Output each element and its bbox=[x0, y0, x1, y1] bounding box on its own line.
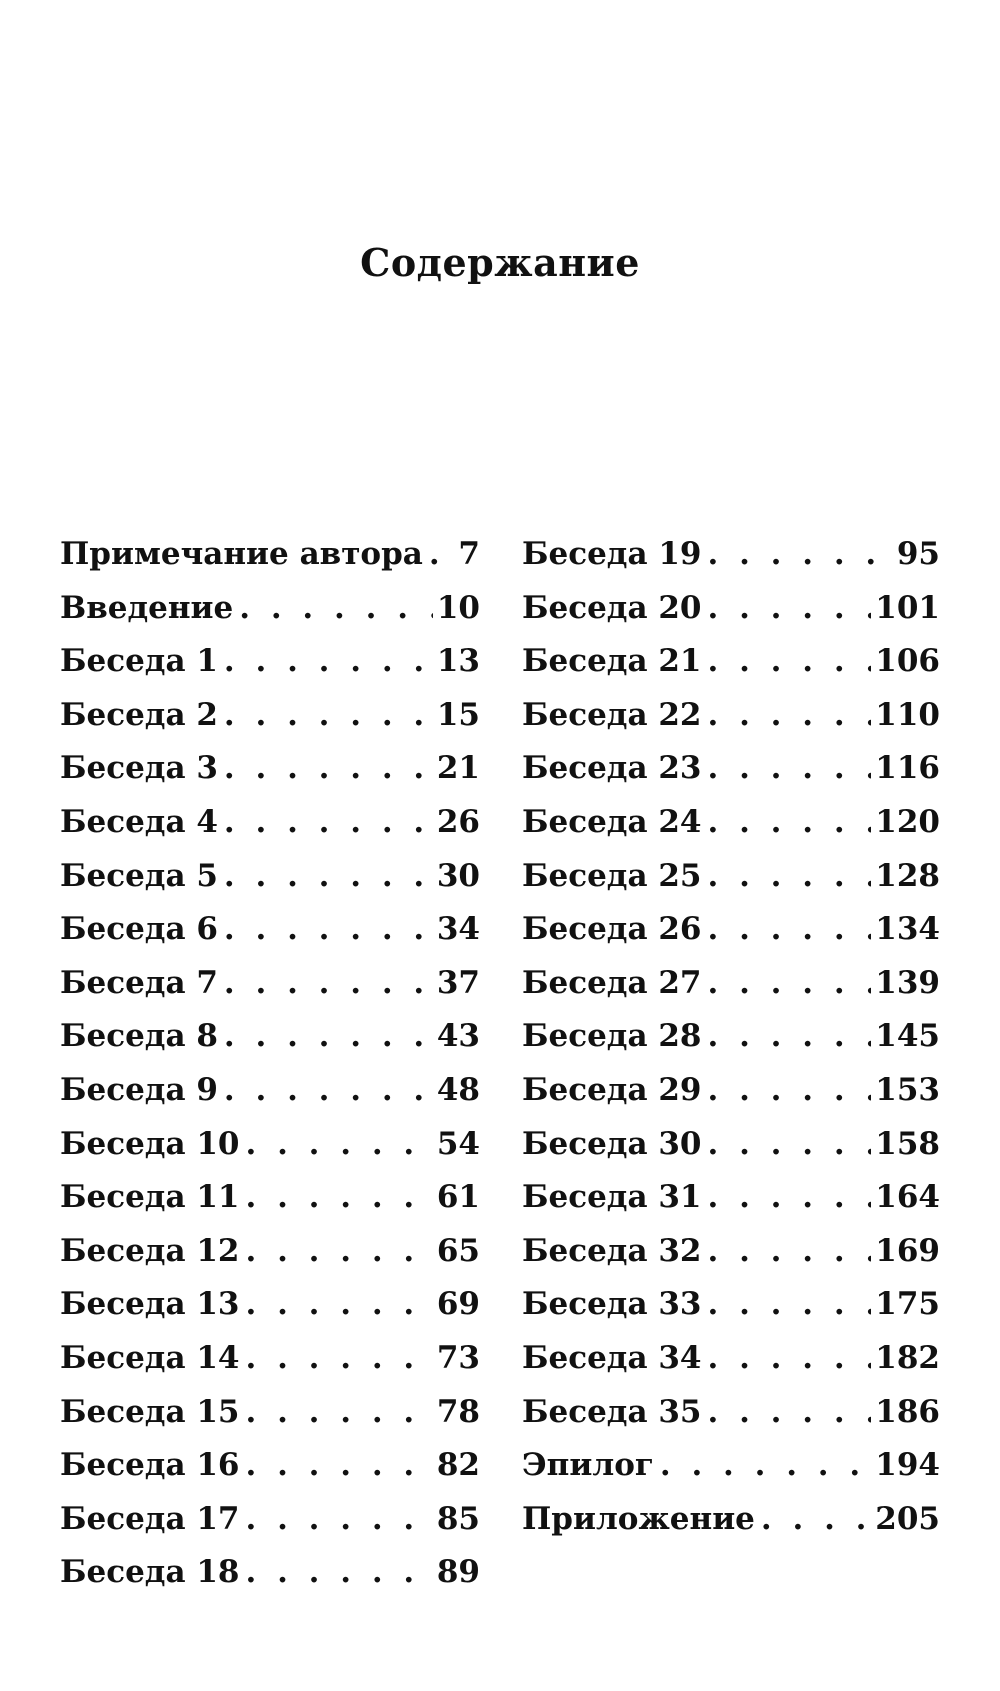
toc-dot-leader bbox=[224, 858, 433, 894]
toc-entry bbox=[522, 1233, 940, 1287]
toc-entry-title: Беседа 33 bbox=[522, 1286, 702, 1323]
toc-entry-page-number: 43 bbox=[436, 1018, 480, 1055]
toc-entry-title: Беседа 3 bbox=[60, 750, 218, 787]
toc-entry bbox=[522, 965, 940, 1019]
toc-entry bbox=[522, 1286, 940, 1340]
toc-entry bbox=[60, 1179, 480, 1233]
toc-dot-leader bbox=[708, 1072, 872, 1108]
toc-dot-leader bbox=[224, 804, 433, 840]
toc-entry-page-number: 21 bbox=[436, 750, 480, 787]
toc-entry-title: Беседа 24 bbox=[522, 803, 702, 840]
toc-column-left bbox=[60, 536, 480, 1608]
toc-entry-page-number: 164 bbox=[875, 1179, 940, 1216]
toc-entry-page-number: 69 bbox=[436, 1286, 480, 1323]
toc-dot-leader bbox=[246, 1126, 433, 1162]
toc-dot-leader bbox=[660, 1447, 871, 1483]
toc-entry-page-number: 110 bbox=[875, 696, 940, 733]
toc-dot-leader bbox=[246, 1394, 433, 1430]
toc-dot-leader bbox=[246, 1340, 433, 1376]
toc-entry-page-number: 61 bbox=[436, 1179, 480, 1216]
toc-entry bbox=[522, 1018, 940, 1072]
toc-dot-leader bbox=[708, 643, 872, 679]
toc-entry-title: Беседа 29 bbox=[522, 1071, 702, 1108]
toc-dot-leader bbox=[224, 643, 433, 679]
toc-entry bbox=[60, 643, 480, 697]
toc-entry-page-number: 175 bbox=[875, 1286, 940, 1323]
toc-entry-title: Беседа 17 bbox=[60, 1500, 240, 1537]
toc-dot-leader bbox=[708, 911, 872, 947]
toc-entry bbox=[522, 1447, 940, 1501]
toc-dot-leader bbox=[224, 1072, 433, 1108]
toc-entry bbox=[522, 1340, 940, 1394]
toc-dot-leader bbox=[708, 1340, 872, 1376]
toc-entry bbox=[60, 1072, 480, 1126]
toc-dot-leader bbox=[708, 697, 872, 733]
toc-entry-page-number: 158 bbox=[875, 1125, 940, 1162]
toc-entry-title: Беседа 27 bbox=[522, 964, 702, 1001]
toc-entry bbox=[522, 1126, 940, 1180]
toc-entry bbox=[522, 1394, 940, 1448]
toc-dot-leader bbox=[708, 536, 893, 572]
toc-entry-title: Беседа 7 bbox=[60, 964, 218, 1001]
toc-entry bbox=[522, 697, 940, 751]
toc-entry-title: Примечание автора bbox=[60, 536, 423, 572]
toc-entry-title: Беседа 16 bbox=[60, 1447, 240, 1484]
toc-dot-leader bbox=[246, 1233, 433, 1269]
toc-entry-page-number: 128 bbox=[875, 857, 940, 894]
toc-entry-title: Беседа 15 bbox=[60, 1393, 240, 1430]
toc-entry-page-number: 205 bbox=[875, 1500, 940, 1537]
toc-entry-page-number: 30 bbox=[436, 857, 480, 894]
toc-entry-page-number: 89 bbox=[436, 1554, 480, 1591]
page-title: Содержание bbox=[360, 240, 640, 285]
toc-entry bbox=[60, 1233, 480, 1287]
toc-dot-leader bbox=[246, 1501, 433, 1537]
toc-entry bbox=[60, 858, 480, 912]
toc-entry-page-number: 153 bbox=[875, 1071, 940, 1108]
toc-entry-title: Беседа 2 bbox=[60, 696, 218, 733]
toc-entry-page-number: 169 bbox=[875, 1232, 940, 1269]
toc-dot-leader bbox=[708, 858, 872, 894]
toc-entry-page-number: 13 bbox=[436, 643, 480, 680]
toc-entry bbox=[60, 1447, 480, 1501]
toc-entry-title: Беседа 30 bbox=[522, 1125, 702, 1162]
toc-entry-page-number: 78 bbox=[436, 1393, 480, 1430]
toc-dot-leader bbox=[708, 965, 872, 1001]
toc-entry-title: Беседа 22 bbox=[522, 696, 702, 733]
toc-entry bbox=[60, 1340, 480, 1394]
toc-entry-page-number: 34 bbox=[436, 911, 480, 948]
toc-entry-page-number: 26 bbox=[436, 803, 480, 840]
toc-entry bbox=[60, 1286, 480, 1340]
toc-dot-leader bbox=[246, 1286, 433, 1322]
toc-dot-leader bbox=[224, 1018, 433, 1054]
toc-entry bbox=[522, 1501, 940, 1555]
toc-entry-title: Беседа 4 bbox=[60, 803, 218, 840]
toc-entry-title: Беседа 28 bbox=[522, 1018, 702, 1055]
toc-entry-title: Беседа 34 bbox=[522, 1339, 702, 1376]
toc-entry-page-number: 65 bbox=[436, 1232, 480, 1269]
toc-entry bbox=[522, 1179, 940, 1233]
toc-entry-title: Беседа 5 bbox=[60, 857, 218, 894]
toc-entry bbox=[60, 965, 480, 1019]
toc-dot-leader bbox=[708, 1286, 872, 1322]
toc-column-right bbox=[522, 536, 940, 1554]
toc-entry-page-number: 182 bbox=[875, 1339, 940, 1376]
toc-entry-title: Беседа 1 bbox=[60, 643, 218, 680]
toc-entry-title: Эпилог bbox=[522, 1447, 654, 1484]
toc-entry bbox=[522, 750, 940, 804]
toc-dot-leader bbox=[246, 1179, 433, 1215]
toc-entry-page-number: 116 bbox=[875, 750, 940, 787]
toc-dot-leader bbox=[708, 750, 872, 786]
toc-entry-page-number: 95 bbox=[896, 536, 940, 572]
toc-entry-title: Беседа 21 bbox=[522, 643, 702, 680]
toc-entry-title: Беседа 20 bbox=[522, 589, 702, 626]
toc-dot-leader bbox=[246, 1554, 433, 1590]
toc-entry-title: Приложение bbox=[522, 1500, 755, 1537]
toc-entry-page-number: 120 bbox=[875, 803, 940, 840]
toc-entry bbox=[60, 1501, 480, 1555]
toc-entry bbox=[522, 858, 940, 912]
toc-entry-title: Беседа 11 bbox=[60, 1179, 240, 1216]
toc-dot-leader bbox=[239, 590, 433, 626]
toc-dot-leader bbox=[708, 1394, 872, 1430]
toc-entry-page-number: 7 bbox=[458, 536, 480, 572]
toc-dot-leader bbox=[708, 1233, 872, 1269]
toc-entry-title: Беседа 13 bbox=[60, 1286, 240, 1323]
toc-entry bbox=[60, 1554, 480, 1608]
toc-dot-leader bbox=[429, 536, 455, 572]
toc-dot-leader bbox=[224, 750, 433, 786]
toc-entry-page-number: 145 bbox=[875, 1018, 940, 1055]
toc-entry-page-number: 54 bbox=[436, 1125, 480, 1162]
toc-entry-title: Беседа 9 bbox=[60, 1071, 218, 1108]
toc-entry-title: Беседа 35 bbox=[522, 1393, 702, 1430]
toc-entry-title: Беседа 12 bbox=[60, 1232, 240, 1269]
toc-entry bbox=[522, 536, 940, 590]
toc-entry bbox=[60, 1018, 480, 1072]
toc-entry bbox=[60, 1126, 480, 1180]
toc-entry bbox=[60, 590, 480, 644]
toc-entry-title: Беседа 31 bbox=[522, 1179, 702, 1216]
toc-entry bbox=[522, 1072, 940, 1126]
toc-entry-page-number: 82 bbox=[436, 1447, 480, 1484]
toc-entry bbox=[60, 804, 480, 858]
toc-dot-leader bbox=[708, 1126, 872, 1162]
toc-entry-page-number: 139 bbox=[875, 964, 940, 1001]
toc-entry-page-number: 186 bbox=[875, 1393, 940, 1430]
toc-dot-leader bbox=[224, 965, 433, 1001]
toc-entry-title: Беседа 23 bbox=[522, 750, 702, 787]
toc-dot-leader bbox=[224, 911, 433, 947]
toc-entry-title: Беседа 25 bbox=[522, 857, 702, 894]
toc-entry-page-number: 101 bbox=[875, 589, 940, 626]
toc-entry-page-number: 106 bbox=[875, 643, 940, 680]
toc-entry bbox=[522, 590, 940, 644]
toc-entry-title: Введение bbox=[60, 589, 234, 626]
toc-entry-title: Беседа 6 bbox=[60, 911, 218, 948]
toc-entry bbox=[60, 697, 480, 751]
toc-entry-title: Беседа 8 bbox=[60, 1018, 218, 1055]
toc-dot-leader bbox=[708, 1179, 872, 1215]
toc-entry-title: Беседа 26 bbox=[522, 911, 702, 948]
toc-dot-leader bbox=[761, 1501, 871, 1537]
toc-dot-leader bbox=[708, 1018, 872, 1054]
toc-entry bbox=[60, 536, 480, 590]
toc-entry-page-number: 48 bbox=[436, 1071, 480, 1108]
toc-entry-title: Беседа 19 bbox=[522, 536, 702, 572]
toc-entry bbox=[522, 804, 940, 858]
toc-entry bbox=[522, 911, 940, 965]
toc-entry bbox=[522, 643, 940, 697]
toc-dot-leader bbox=[224, 697, 433, 733]
toc-entry-page-number: 10 bbox=[436, 589, 480, 626]
toc-entry-title: Беседа 14 bbox=[60, 1339, 240, 1376]
toc-entry-title: Беседа 10 bbox=[60, 1125, 240, 1162]
toc-entry-page-number: 134 bbox=[875, 911, 940, 948]
toc-dot-leader bbox=[708, 590, 872, 626]
toc-entry-title: Беседа 32 bbox=[522, 1232, 702, 1269]
toc-dot-leader bbox=[708, 804, 872, 840]
toc-entry-page-number: 73 bbox=[436, 1339, 480, 1376]
toc-entry bbox=[60, 1394, 480, 1448]
toc-entry-title: Беседа 18 bbox=[60, 1554, 240, 1591]
toc-entry-page-number: 37 bbox=[436, 964, 480, 1001]
toc-entry-page-number: 15 bbox=[436, 696, 480, 733]
toc-entry-page-number: 194 bbox=[875, 1447, 940, 1484]
toc-entry bbox=[60, 750, 480, 804]
toc-dot-leader bbox=[246, 1447, 433, 1483]
toc-entry-page-number: 85 bbox=[436, 1500, 480, 1537]
toc-entry bbox=[60, 911, 480, 965]
